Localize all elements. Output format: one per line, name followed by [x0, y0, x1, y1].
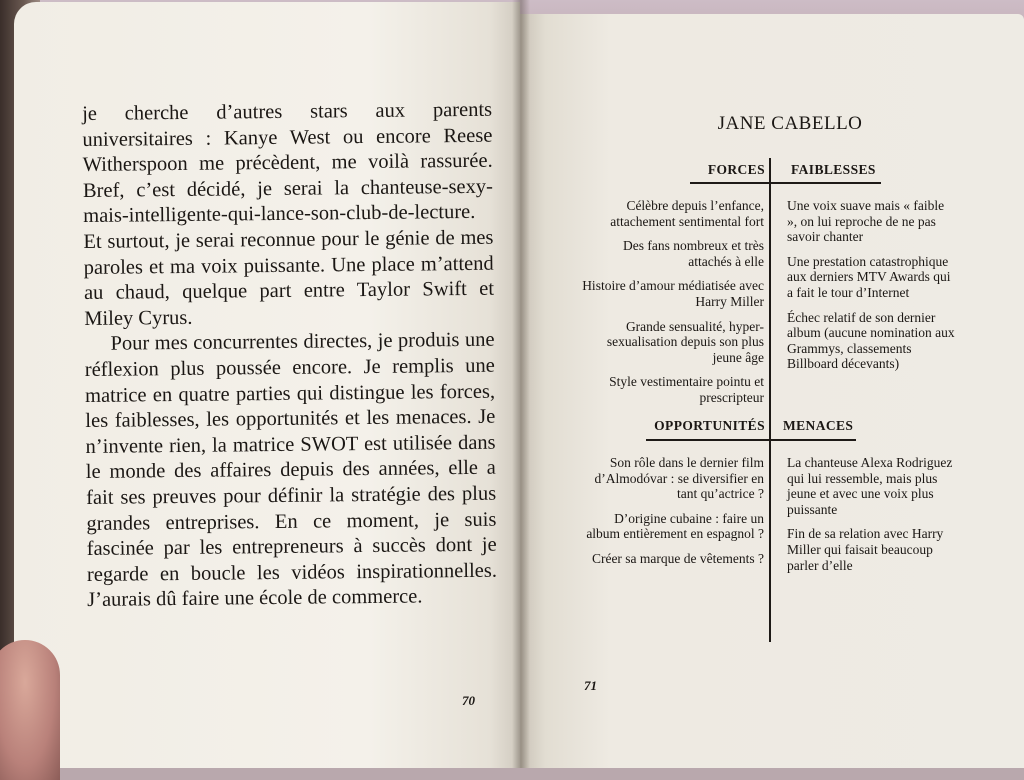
list-item: D’origine cubaine : faire un album entièrement en espagnol ?	[586, 510, 764, 542]
list-item: Son rôle dans le dernier film d’Almodóvar : se diversifier en tant qu’actrice ?	[594, 455, 764, 502]
faiblesses-list	[787, 198, 957, 381]
list-item: Une voix suave mais « faible », on lui reproche de ne pas savoir chanter	[787, 198, 945, 245]
matrix-divider-opportunites	[646, 439, 769, 441]
menaces-heading: MENACES	[783, 418, 854, 433]
list-item: Une prestation catastrophique aux derniers MTV Awards qui a fait le tour d’Internet	[787, 253, 951, 300]
paragraph: je cherche d’autres stars aux parents universitaires : Kanye West ou encore Reese Witherspoon me précèdent, me voilà rassurée. Bref, c’est décidé, je serai la chanteuse-sexy-mais-intelligente-qui-lance-son-club-de-lecture. Et surtout, je serai reconnue pour le génie de mes paroles et ma voix puissante. Une place m’attend au chaud, quelque part entre Taylor Swift et Miley Cyrus.	[82, 98, 495, 330]
book-gutter	[512, 0, 530, 768]
forces-heading: FORCES	[707, 162, 765, 177]
page-number-right: 71	[584, 678, 597, 693]
list-item: Échec relatif de son dernier album (aucune nomination aux Grammys, classements Billboard décevants)	[787, 309, 955, 372]
opportunites-heading: OPPORTUNITÉS	[654, 418, 765, 433]
menaces-list	[787, 455, 957, 582]
forces-list	[582, 198, 764, 415]
list-item: Des fans nombreux et très attachés à elle	[623, 238, 764, 269]
faiblesses-heading: FAIBLESSES	[791, 162, 876, 177]
opportunites-list	[582, 455, 764, 576]
matrix-divider-menaces	[771, 439, 856, 441]
page-title: JANE CABELLO	[717, 113, 863, 134]
list-item: Créer sa marque de vêtements ?	[591, 550, 764, 566]
matrix-vertical-divider	[769, 158, 771, 642]
list-item: Histoire d’amour médiatisée avec Harry Miller	[582, 278, 764, 309]
list-item: Célèbre depuis l’enfance, attachement sentimental fort	[610, 198, 764, 229]
list-item: La chanteuse Alexa Rodriguez qui lui ressemble, mais plus jeune et avec une voix plus puissante	[787, 455, 953, 517]
page-number-left: 70	[462, 693, 475, 708]
matrix-divider-faiblesses	[771, 182, 881, 184]
list-item: Fin de sa relation avec Harry Miller qui faisait beaucoup parler d’elle	[787, 526, 944, 573]
thumb	[0, 640, 60, 780]
matrix-divider-forces	[690, 182, 769, 184]
left-page-body	[82, 98, 497, 614]
paragraph: Pour mes concurrentes directes, je produis une réflexion plus poussée encore. Je remplis une matrice en quatre parties qui distingue les forces, les faiblesses, les opportunités et les menaces. Je n’invente rien, la matrice SWOT est utilisée dans le monde des affaires depuis des années, elle a fait ses preuves pour définir la stratégie des plus grandes entreprises. En ce moment, je suis fascinée par les entrepreneurs à succès dont je regarde en boucle les vidéos inspirationnelles. J’aurais dû faire une école de commerce.	[84, 329, 498, 612]
list-item: Style vestimentaire pointu et prescripteur	[609, 374, 764, 405]
list-item: Grande sensualité, hyper-sexualisation depuis son plus jeune âge	[606, 318, 764, 365]
